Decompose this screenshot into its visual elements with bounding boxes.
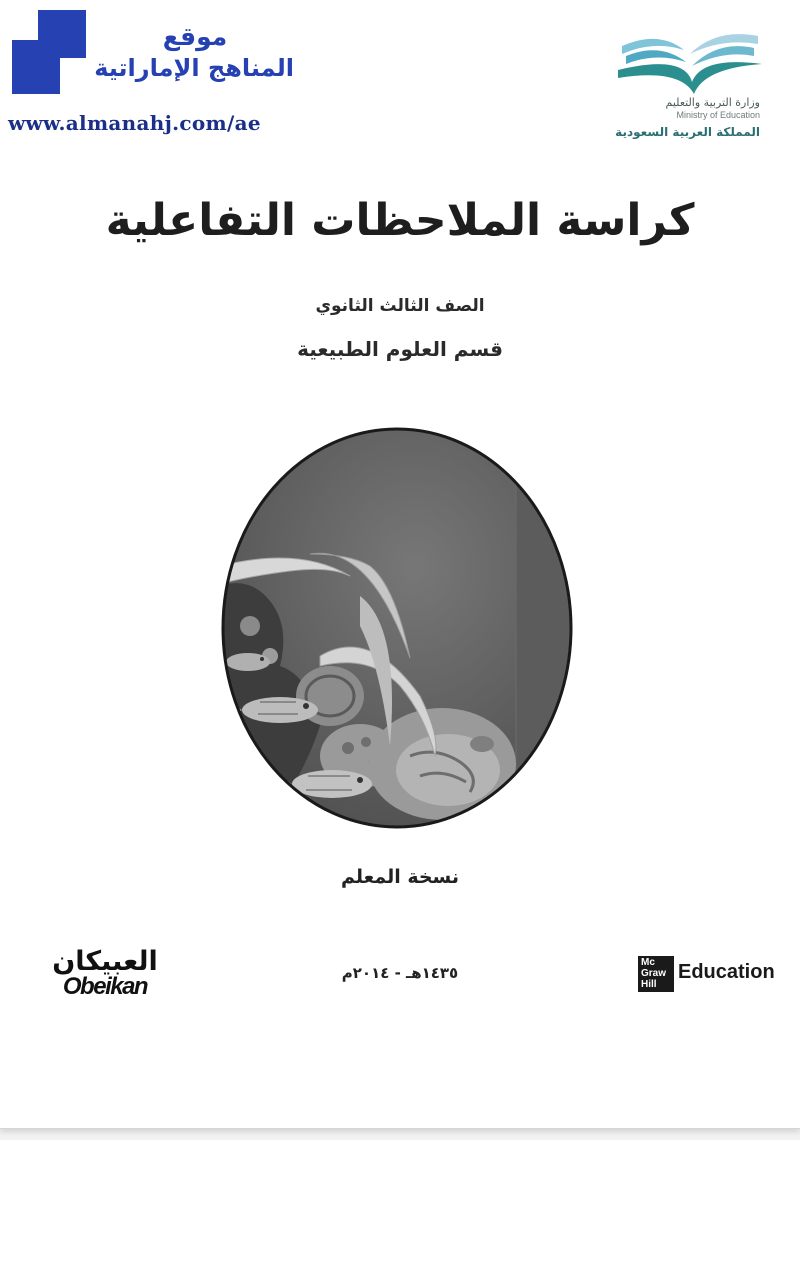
mcgraw-line-1: Mc (641, 957, 655, 968)
mcgraw-line-2: Graw (641, 968, 667, 979)
publication-year: ١٤٣٥هـ - ٢٠١٤م (341, 964, 459, 982)
ministry-name-en: Ministry of Education (676, 110, 760, 120)
coral-reef-cell-illustration (220, 426, 574, 830)
obeikan-logo-ar: العبيكان (52, 946, 158, 977)
obeikan-logo-en: Obeikan (62, 973, 148, 1000)
grade-label: الصف الثالث الثانوي (315, 296, 485, 316)
site-logo-line2: المناهج الإماراتية (94, 54, 294, 82)
ministry-emblem-icon (614, 24, 766, 96)
department-label: قسم العلوم الطبيعية (297, 337, 503, 361)
viewer-blank-area (0, 1140, 800, 1280)
site-logo-squares (12, 10, 86, 94)
mcgraw-hill-logo-box (638, 956, 674, 992)
ministry-kingdom: المملكة العربية السعودية (615, 125, 760, 139)
site-url[interactable]: www.almanahj.com/ae (8, 111, 261, 135)
ministry-name-ar: وزارة التربية والتعليم (665, 96, 760, 109)
mcgraw-education-word: Education (678, 961, 775, 983)
mcgraw-line-3: Hill (641, 979, 657, 990)
document-title: كراسة الملاحظات التفاعلية (105, 195, 695, 246)
teacher-edition-label: نسخة المعلم (340, 866, 460, 888)
site-logo-line1: موقع (162, 22, 228, 51)
